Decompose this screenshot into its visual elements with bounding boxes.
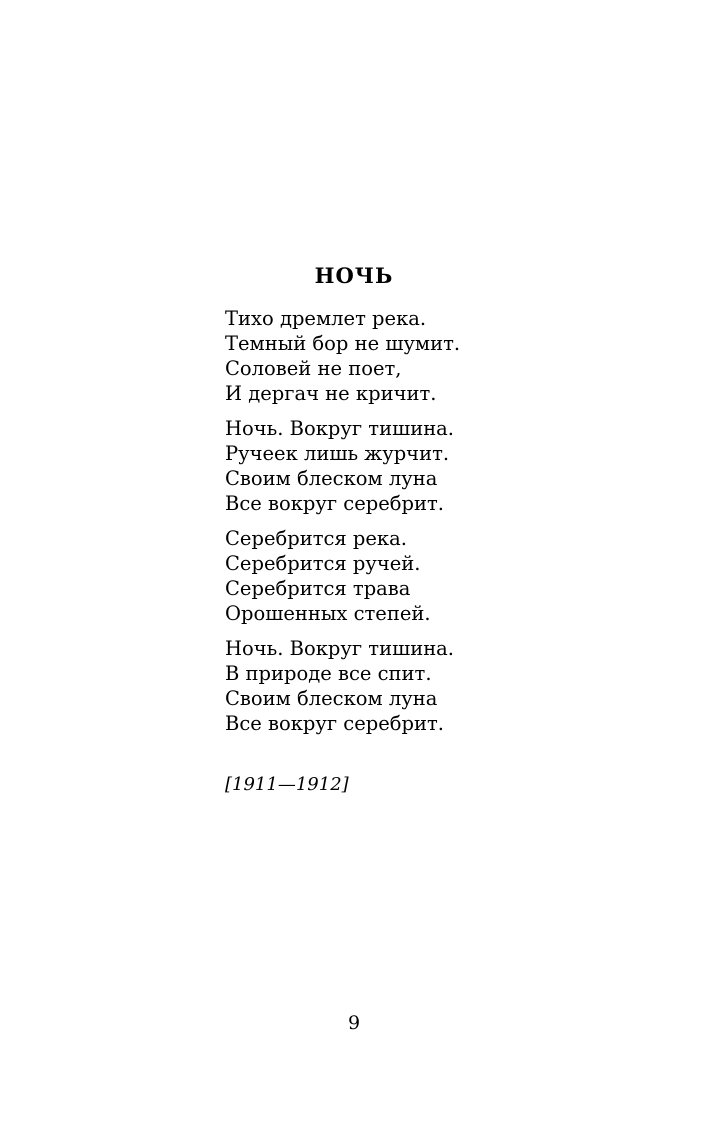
poem-line: Ночь. Вокруг тишина. — [225, 637, 455, 660]
poem-line: Своим блеском луна — [225, 687, 438, 710]
poem-date: [1911—1912] — [225, 774, 349, 795]
poem-line: Своим блеском луна — [225, 467, 438, 490]
stanza-1 — [225, 306, 645, 406]
poem-line: В природе все спит. — [225, 662, 432, 685]
stanza-2 — [225, 416, 645, 516]
poem-line: Ночь. Вокруг тишина. — [225, 417, 455, 440]
poem-title: НОЧЬ — [314, 263, 394, 288]
poem-line: Ручеек лишь журчит. — [225, 442, 450, 465]
poem-line: Тихо дремлет река. — [225, 307, 427, 330]
poem-line: Темный бор не шумит. — [225, 332, 461, 355]
poem-line: Серебрится трава — [225, 577, 411, 600]
stanza-4 — [225, 636, 645, 736]
stanza-3 — [225, 526, 645, 626]
poem-line: И дергач не кричит. — [225, 382, 437, 405]
poem-body — [225, 306, 645, 746]
poem-line: Серебрится ручей. — [225, 552, 421, 575]
poem-line: Соловей не поет, — [225, 357, 402, 380]
poem-line: Орошенных степей. — [225, 602, 431, 625]
poem-line: Серебрится река. — [225, 527, 407, 550]
poem-line: Все вокруг серебрит. — [225, 492, 444, 515]
page-number: 9 — [347, 1012, 361, 1034]
poem-line: Все вокруг серебрит. — [225, 712, 444, 735]
